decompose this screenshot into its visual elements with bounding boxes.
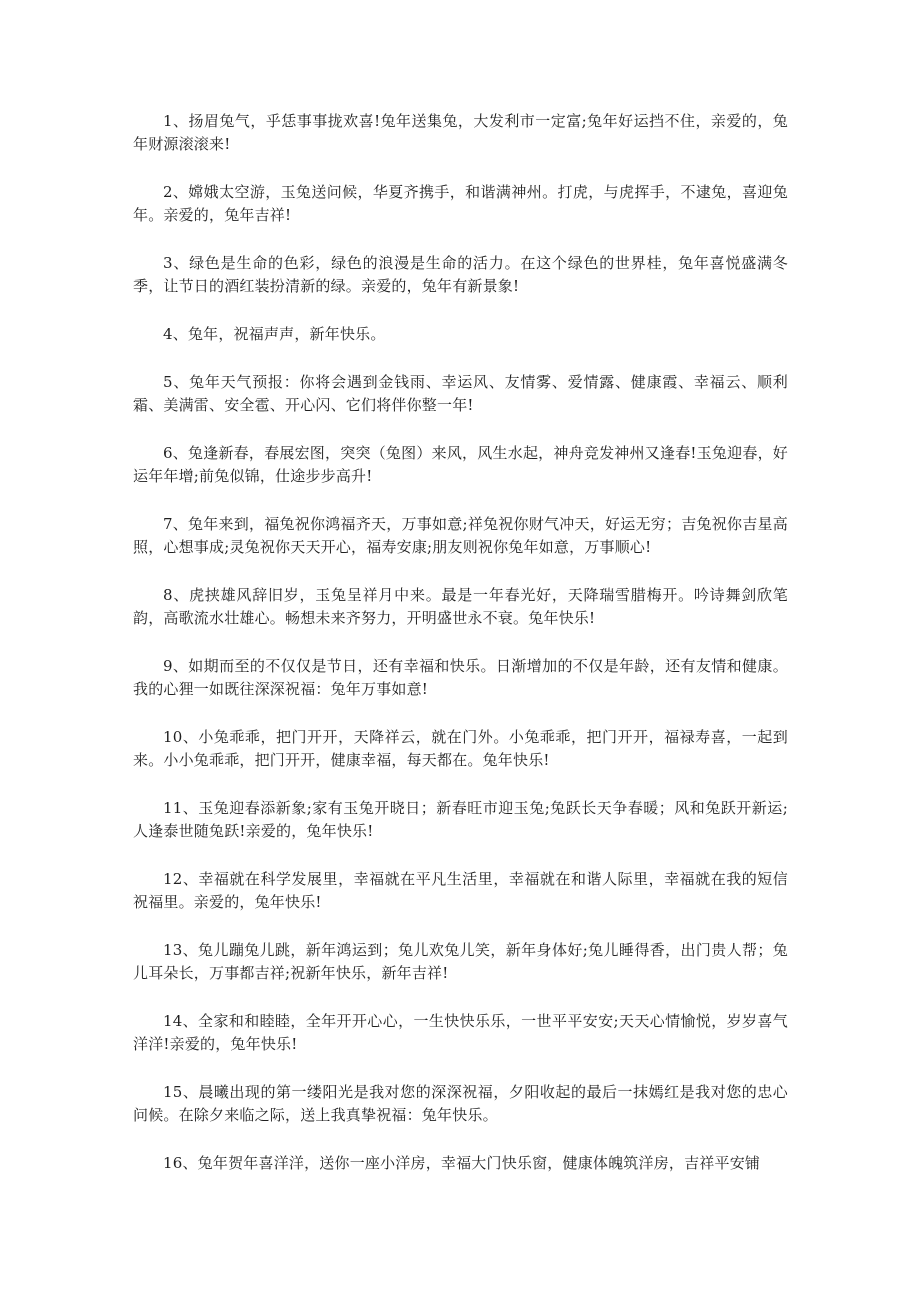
paragraph-3: 3、绿色是生命的色彩，绿色的浪漫是生命的活力。在这个绿色的世界桂，兔年喜悦盛满冬季，让节日的酒红装扮清新的绿。亲爱的，兔年有新景象!	[133, 254, 788, 295]
paragraph-6: 6、兔逢新春，春展宏图，突突（兔图）来风，风生水起，神舟竞发神州又逢春!玉兔迎春，好运年年增;前兔似锦，仕途步步高升!	[133, 444, 788, 485]
paragraph-16: 16、兔年贺年喜洋洋，送你一座小洋房，幸福大门快乐窗，健康体魄筑洋房，吉祥平安铺	[163, 1154, 761, 1172]
paragraph-10: 10、小兔乖乖，把门开开，天降祥云，就在门外。小兔乖乖，把门开开，福禄寿喜，一起到来。小小兔乖乖，把门开开，健康幸福，每天都在。兔年快乐!	[133, 728, 788, 769]
paragraph-7: 7、兔年来到，福兔祝你鸿福齐天，万事如意;祥兔祝你财气冲天，好运无穷；吉兔祝你吉星高照，心想事成;灵兔祝你天天开心，福寿安康;朋友则祝你兔年如意，万事顺心!	[133, 515, 788, 556]
paragraph-5: 5、兔年天气预报：你将会遇到金钱雨、幸运风、友情雾、爱情露、健康霞、幸福云、顺利霜、美满雷、安全雹、开心闪、它们将伴你整一年!	[133, 373, 788, 414]
document-body	[133, 110, 788, 1200]
paragraph-11: 11、玉兔迎春添新象;家有玉兔开晓日；新春旺市迎玉兔;兔跃长天争春暖；风和兔跃开新运;人逢泰世随兔跃!亲爱的，兔年快乐!	[133, 799, 788, 840]
paragraph-13: 13、兔儿蹦兔儿跳，新年鸿运到；兔儿欢兔儿笑，新年身体好;兔儿睡得香，出门贵人帮；兔儿耳朵长，万事都吉祥;祝新年快乐，新年吉祥!	[133, 941, 788, 982]
paragraph-1: 1、扬眉兔气，乎恁事事拢欢喜!兔年送集兔，大发利市一定富;兔年好运挡不住，亲爱的，兔年财源滚滚来!	[133, 112, 788, 153]
paragraph-4: 4、兔年，祝福声声，新年快乐。	[163, 325, 386, 343]
paragraph-12: 12、幸福就在科学发展里，幸福就在平凡生活里，幸福就在和谐人际里，幸福就在我的短信祝福里。亲爱的，兔年快乐!	[133, 870, 788, 911]
paragraph-15: 15、晨曦出现的第一缕阳光是我对您的深深祝福，夕阳收起的最后一抹嫣红是我对您的忠心问候。在除夕来临之际，送上我真挚祝福：兔年快乐。	[133, 1083, 788, 1124]
paragraph-14: 14、全家和和睦睦，全年开开心心，一生快快乐乐，一世平平安安;天天心情愉悦，岁岁喜气洋洋!亲爱的，兔年快乐!	[133, 1012, 788, 1053]
paragraph-2: 2、嫦娥太空游，玉兔送问候，华夏齐携手，和谐满神州。打虎，与虎挥手，不逮兔，喜迎兔年。亲爱的，兔年吉祥!	[133, 183, 788, 224]
paragraph-8: 8、虎挟雄风辞旧岁，玉兔呈祥月中来。最是一年春光好，天降瑞雪腊梅开。吟诗舞剑欣笔韵，高歌流水壮雄心。畅想未来齐努力，开明盛世永不衰。兔年快乐!	[133, 586, 788, 627]
paragraph-9: 9、如期而至的不仅仅是节日，还有幸福和快乐。日渐增加的不仅是年龄，还有友情和健康。我的心狸一如既往深深祝福：兔年万事如意!	[133, 657, 788, 698]
